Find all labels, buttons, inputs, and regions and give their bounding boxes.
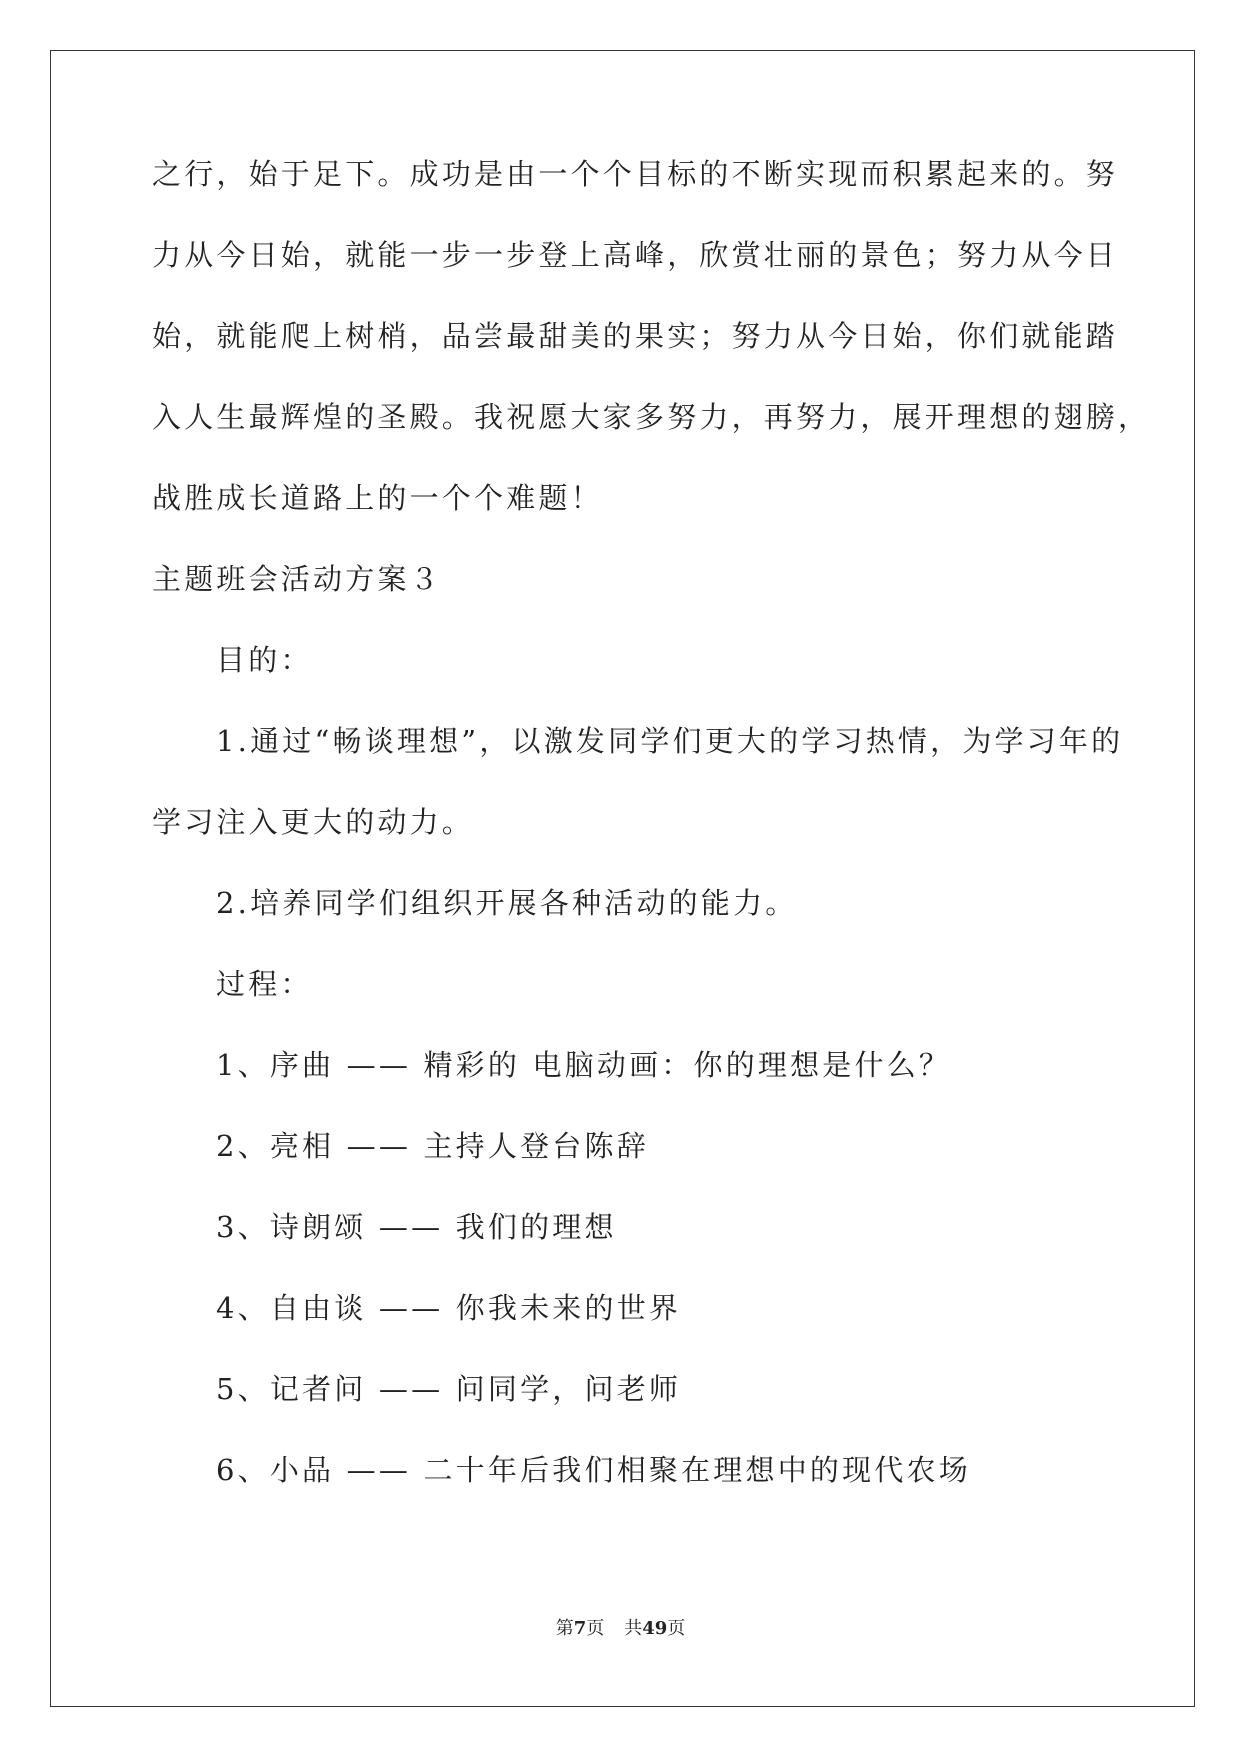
list-item: 2.培养同学们组织开展各种活动的能力。 xyxy=(216,886,798,920)
paragraph-line: 战胜成长道路上的一个个难题！ xyxy=(152,481,603,515)
list-item-continuation: 学习注入更大的动力。 xyxy=(152,805,475,839)
paragraph-line: 之行，始于足下。成功是由一个个目标的不断实现而积累起来的。努 xyxy=(152,157,1119,191)
list-item: 6、小品 —— 二十年后我们相聚在理想中的现代农场 xyxy=(216,1453,971,1487)
page-number: 7 xyxy=(573,1618,587,1639)
list-item: 1.通过“畅谈理想”，以激发同学们更大的学习热情，为学习年的 xyxy=(216,724,1124,758)
page-suffix: 页 xyxy=(586,1618,605,1639)
subheading-purpose: 目的： xyxy=(216,643,313,677)
paragraph-line: 入人生最辉煌的圣殿。我祝愿大家多努力，再努力，展开理想的翅膀， xyxy=(152,400,1151,434)
paragraph-line: 力从今日始，就能一步一步登上高峰，欣赏壮丽的景色；努力从今日 xyxy=(152,238,1119,272)
list-item: 4、自由谈 —— 你我未来的世界 xyxy=(216,1291,682,1325)
total-suffix: 页 xyxy=(667,1618,686,1639)
page-prefix: 第 xyxy=(555,1618,574,1639)
list-item: 5、记者问 —— 问同学，问老师 xyxy=(216,1372,682,1406)
subheading-process: 过程： xyxy=(216,967,313,1001)
list-item: 1、序曲 —— 精彩的 电脑动画：你的理想是什么？ xyxy=(216,1048,952,1082)
total-pages: 49 xyxy=(642,1618,668,1639)
list-item: 3、诗朗颂 —— 我们的理想 xyxy=(216,1210,617,1244)
paragraph-line: 始，就能爬上树梢，品尝最甜美的果实；努力从今日始，你们就能踏 xyxy=(152,319,1119,353)
page-footer xyxy=(0,1614,1241,1640)
total-prefix: 共 xyxy=(624,1618,643,1639)
list-item: 2、亮相 —— 主持人登台陈辞 xyxy=(216,1129,649,1163)
section-heading: 主题班会活动方案３ xyxy=(152,562,442,596)
